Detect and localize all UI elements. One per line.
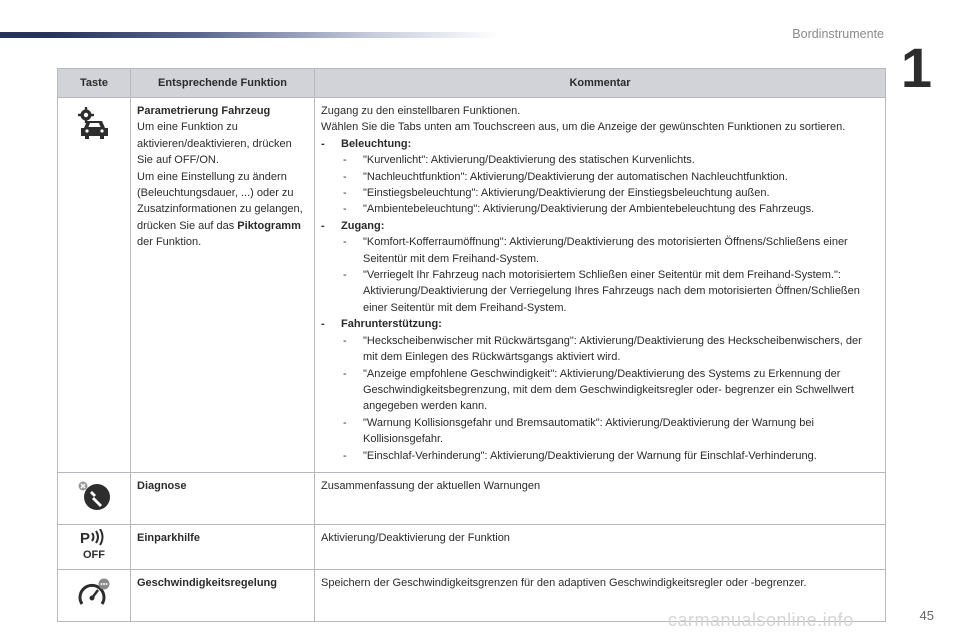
list-item: - "Ambientebeleuchtung": Aktivierung/Deaktivierung der Ambientebeleuchtung des Fahrzeugs. bbox=[321, 201, 879, 217]
table-row bbox=[58, 525, 886, 569]
function-cell bbox=[131, 569, 315, 621]
watermark: carmanualsonline.info bbox=[668, 610, 854, 630]
function-cell bbox=[131, 525, 315, 569]
function-title: Einparkhilfe bbox=[137, 532, 200, 545]
function-description-2: Um eine Einstellung zu ändern (Beleuchtungsdauer, ...) oder zu Zusatzinformationen zu gelangen, drücken Sie auf das Piktogramm der Funktion. bbox=[137, 170, 303, 249]
function-cell bbox=[131, 472, 315, 524]
table-row bbox=[58, 98, 886, 473]
functions-table bbox=[57, 68, 886, 622]
section-title: Bordinstrumente bbox=[792, 27, 884, 41]
comment-cell: Zusammenfassung der aktuellen Warnungen bbox=[315, 472, 886, 524]
list-item: - "Verriegelt Ihr Fahrzeug nach motorisiertem Schließen einer Seitentür mit dem Freihand-System.": Aktivierung/Deaktivierung der Verriegelung Ihres Fahrzeugs nach dem motorisierten Öffnen/Schließen einer Seitentür mit dem Freihand-System. bbox=[321, 267, 879, 316]
comment-cell: Speichern der Geschwindigkeitsgrenzen für den adaptiven Geschwindigkeitsregler oder -begrenzer. bbox=[315, 569, 886, 621]
group-title-access: - Zugang: bbox=[321, 218, 879, 234]
list-item: - "Nachleuchtfunktion": Aktivierung/Deaktivierung der automatischen Nachleuchtfunktion. bbox=[321, 169, 879, 185]
key-cell bbox=[58, 525, 131, 569]
function-title: Diagnose bbox=[137, 479, 187, 492]
group-title-driving-assist: - Fahrunterstützung: bbox=[321, 316, 879, 332]
column-header-function: Entsprechende Funktion bbox=[131, 69, 315, 98]
key-cell bbox=[58, 98, 131, 473]
comment-cell bbox=[315, 98, 886, 473]
diagnosis-icon bbox=[77, 481, 111, 511]
function-description: Um eine Funktion zu aktivieren/deaktivieren, drücken Sie auf OFF/ON. bbox=[137, 121, 292, 167]
parking-sensor-off-icon bbox=[77, 529, 111, 559]
key-cell bbox=[58, 472, 131, 524]
group-title-lighting: - Beleuchtung: bbox=[321, 136, 879, 152]
list-item: - "Einschlaf-Verhinderung": Aktivierung/Deaktivierung der Warnung für Einschlaf-Verhinderung. bbox=[321, 448, 879, 464]
list-item: - "Einstiegsbeleuchtung": Aktivierung/Deaktivierung der Einstiegsbeleuchtung außen. bbox=[321, 185, 879, 201]
table-row bbox=[58, 472, 886, 524]
header-accent-bar bbox=[0, 32, 500, 38]
comment-intro-2: Wählen Sie die Tabs unten am Touchscreen aus, um die Anzeige der gewünschten Funktionen zu sortieren. bbox=[321, 121, 846, 134]
off-label: OFF bbox=[83, 549, 105, 560]
column-header-comment: Kommentar bbox=[315, 69, 886, 98]
list-item: - "Kurvenlicht": Aktivierung/Deaktivierung des statischen Kurvenlichts. bbox=[321, 152, 879, 168]
column-header-key: Taste bbox=[58, 69, 131, 98]
comment-cell: Aktivierung/Deaktivierung der Funktion bbox=[315, 525, 886, 569]
list-item: - "Heckscheibenwischer mit Rückwärtsgang": Aktivierung/Deaktivierung des Heckscheibenwischers, der mit dem Einlegen des Rückwärtsgangs aktiviert wird. bbox=[321, 333, 879, 366]
list-item: - "Anzeige empfohlene Geschwindigkeit": Aktivierung/Deaktivierung des Systems zu Erkennung der Geschwindigkeitsbegrenzung, mit dem dem Geschwindigkeitsregler oder- begrenzer ein Schwellwert angegeben werden kann. bbox=[321, 366, 879, 415]
list-item: - "Warnung Kollisionsgefahr und Bremsautomatik": Aktivierung/Deaktivierung der Warnung bei Kollisionsgefahr. bbox=[321, 415, 879, 448]
function-title: Parametrierung Fahrzeug bbox=[137, 105, 271, 117]
comment-intro: Zugang zu den einstellbaren Funktionen. bbox=[321, 105, 521, 117]
chapter-number: 1 bbox=[900, 36, 932, 99]
key-cell bbox=[58, 569, 131, 621]
svg-text:P: P bbox=[80, 530, 91, 548]
page-number: 45 bbox=[919, 608, 934, 623]
car-settings-icon bbox=[77, 106, 111, 140]
list-item: - "Komfort-Kofferraumöffnung": Aktivierung/Deaktivierung des motorisierten Öffnens/Schließens einer Seitentür mit dem Freihand-System. bbox=[321, 234, 879, 267]
function-title: Geschwindigkeitsregelung bbox=[137, 576, 277, 589]
speedometer-icon bbox=[77, 578, 111, 608]
function-cell bbox=[131, 98, 315, 473]
table-header-row bbox=[58, 69, 886, 98]
